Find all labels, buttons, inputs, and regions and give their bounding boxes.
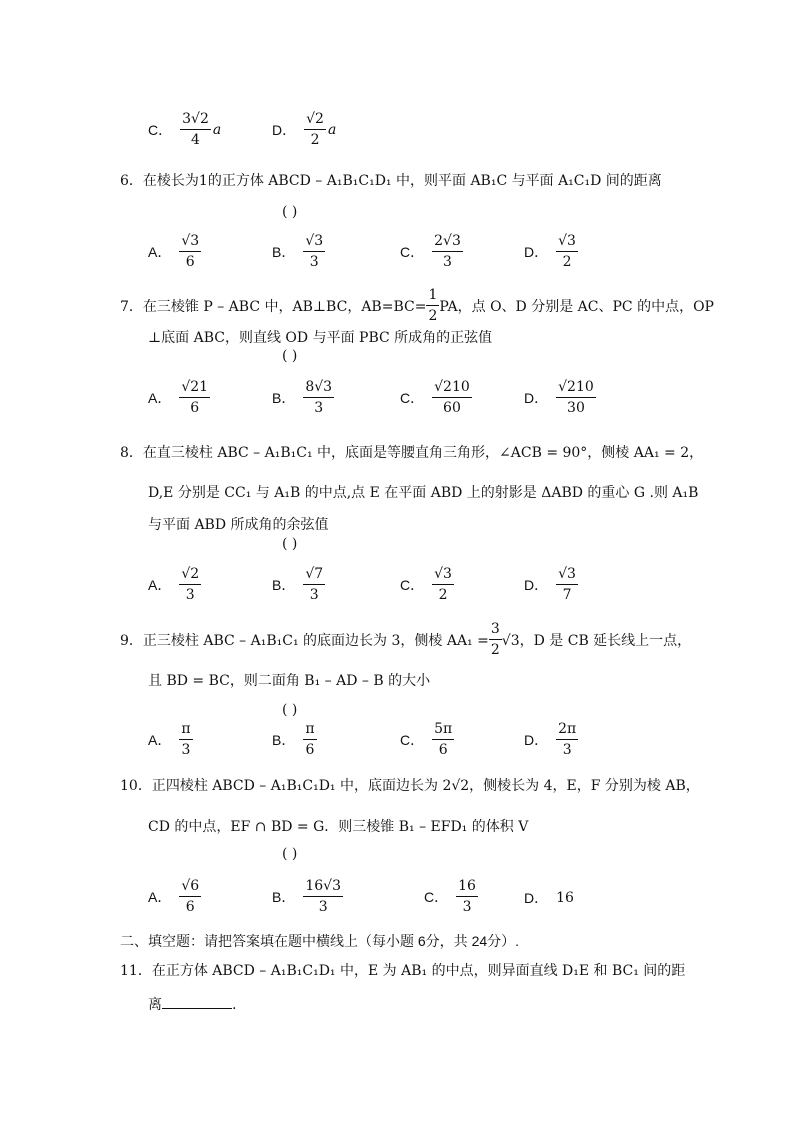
- q7-option-d: [524, 378, 596, 417]
- fraction-numerator: 3√2: [180, 110, 211, 130]
- fraction-denominator: 2: [562, 254, 572, 270]
- option-label: D．: [524, 243, 549, 260]
- q10-option-b: [272, 877, 343, 916]
- fraction-denominator: 3: [181, 742, 191, 758]
- option-label: D．: [524, 389, 549, 406]
- q8-option-c: [400, 565, 454, 604]
- fraction-numerator: π: [303, 720, 316, 740]
- fraction-numerator: 5π: [432, 720, 454, 740]
- fraction: [456, 877, 478, 916]
- fraction-numerator: √3: [432, 565, 454, 585]
- option-label: C．: [400, 731, 425, 748]
- q9-option-b: [272, 720, 317, 759]
- fraction-denominator: 6: [185, 899, 195, 915]
- q8-option-d: [524, 565, 578, 604]
- fraction: [426, 286, 439, 325]
- option-value: 16: [556, 890, 574, 906]
- fraction: [432, 232, 463, 271]
- fraction: [304, 110, 326, 149]
- fraction-numerator: 3: [489, 620, 502, 640]
- option-label: C．: [400, 576, 425, 593]
- fraction-denominator: 7: [562, 587, 572, 603]
- q8-stem-line3: 与平面 ABD 所成角的余弦值: [148, 517, 329, 533]
- fraction-denominator: 2: [490, 642, 500, 658]
- q10-stem-line1: 10．正四棱柱 ABCD – A₁B₁C₁D₁ 中，底面边长为 2√2，侧棱长为 4，E，F 分别为棱 AB，: [120, 778, 700, 794]
- fraction-denominator: 6: [438, 742, 448, 758]
- fraction: [303, 877, 343, 916]
- q5-option-d: [272, 110, 336, 149]
- fraction-numerator: √210: [432, 378, 472, 398]
- fraction: [179, 720, 192, 759]
- fraction-numerator: √210: [556, 378, 596, 398]
- fraction-numerator: √2: [179, 565, 201, 585]
- fraction-denominator: 3: [314, 400, 324, 416]
- q6-option-b: [272, 232, 325, 271]
- q7-option-c: [400, 378, 472, 417]
- option-label: A．: [148, 576, 172, 593]
- option-label: D．: [524, 576, 549, 593]
- q7-stem-part2: PA，点 O、D 分别是 AC、PC 的中点，OP: [439, 298, 714, 315]
- fraction-numerator: 8√3: [303, 378, 334, 398]
- fraction-denominator: 4: [191, 132, 200, 148]
- q9-option-a: [148, 720, 193, 759]
- q9-answer-paren: ( ): [282, 702, 298, 718]
- fraction: [303, 378, 334, 417]
- fraction-denominator: 3: [443, 254, 452, 270]
- q9-option-c: [400, 720, 454, 759]
- fraction-numerator: 16√3: [303, 877, 343, 897]
- option-label: A．: [148, 389, 172, 406]
- option-label: B．: [272, 576, 296, 593]
- option-label: B．: [272, 888, 296, 905]
- q6-stem: 6．在棱长为1的正方体 ABCD – A₁B₁C₁D₁ 中，则平面 AB₁C 与平面 A₁C₁D 间的距离: [120, 173, 662, 189]
- fraction-numerator: 2π: [556, 720, 578, 740]
- fraction-numerator: √7: [303, 565, 325, 585]
- q11-stem-line2: [148, 994, 236, 1014]
- answer-blank[interactable]: [162, 994, 232, 1009]
- fraction-numerator: 16: [456, 877, 478, 897]
- fraction-numerator: 1: [426, 286, 439, 306]
- option-label: D．: [524, 890, 549, 906]
- section-heading: 二、填空题：请把答案填在题中横线上（每小题 6分，共 24分）.: [120, 933, 520, 949]
- option-variable: a: [212, 121, 222, 138]
- fraction-denominator: 3: [462, 899, 472, 915]
- fraction: [432, 565, 454, 604]
- fraction-denominator: 3: [562, 742, 572, 758]
- fraction: [303, 232, 325, 271]
- fraction-denominator: 3: [309, 254, 319, 270]
- q9-stem-line2: 且 BD = BC，则二面角 B₁ – AD – B 的大小: [148, 673, 431, 689]
- fraction-numerator: √3: [303, 232, 325, 252]
- q8-stem-line2: D,E 分别是 CC₁ 与 A₁B 的中点,点 E 在平面 ABD 上的射影是 ΔABD 的重心 G .则 A₁B: [148, 485, 699, 501]
- q6-answer-paren: ( ): [282, 204, 298, 220]
- q7-stem-part1: 7．在三棱锥 P – ABC 中，AB⊥BC，AB=BC=: [120, 298, 427, 315]
- option-label: A．: [148, 888, 172, 905]
- option-label: C．: [424, 888, 449, 905]
- q7-option-a: [148, 378, 210, 417]
- fraction-denominator: 3: [185, 587, 195, 603]
- q6-option-d: [524, 232, 578, 271]
- fraction: [303, 720, 316, 759]
- q9-option-d: [524, 720, 578, 759]
- q10-option-d: [524, 888, 574, 908]
- option-label: D．: [272, 121, 297, 138]
- fraction: [179, 232, 201, 271]
- fraction-numerator: √3: [556, 232, 578, 252]
- q7-option-b: [272, 378, 334, 417]
- fraction: [556, 232, 578, 271]
- q8-stem-line1: 8．在直三棱柱 ABC – A₁B₁C₁ 中，底面是等腰直角三角形，∠ACB = 90°，侧棱 AA₁ = 2，: [120, 445, 704, 461]
- q8-answer-paren: ( ): [282, 536, 298, 552]
- fraction-denominator: 6: [305, 742, 315, 758]
- fraction: [432, 720, 454, 759]
- fraction-numerator: 2√3: [432, 232, 463, 252]
- option-label: C．: [400, 243, 425, 260]
- fraction: [489, 620, 502, 659]
- option-label: B．: [272, 389, 296, 406]
- fraction-denominator: 30: [567, 400, 585, 416]
- fraction: [179, 565, 201, 604]
- fraction-numerator: √6: [179, 877, 201, 897]
- fraction-denominator: 3: [309, 587, 319, 603]
- fraction: [180, 110, 211, 149]
- option-label: C．: [400, 389, 425, 406]
- option-label: B．: [272, 731, 296, 748]
- fraction-denominator: 60: [443, 400, 461, 416]
- q6-option-c: [400, 232, 463, 271]
- fraction: [303, 565, 325, 604]
- fraction-numerator: √21: [179, 378, 210, 398]
- q9-stem-part1: 9．正三棱柱 ABC – A₁B₁C₁ 的底面边长为 3，侧棱 AA₁ =: [120, 632, 489, 649]
- q7-answer-paren: ( ): [282, 348, 298, 364]
- option-variable: a: [327, 121, 337, 138]
- q6-option-a: [148, 232, 201, 271]
- q11-period: .: [232, 997, 237, 1013]
- q8-option-a: [148, 565, 201, 604]
- fraction-numerator: π: [179, 720, 192, 740]
- option-label: C．: [148, 121, 173, 138]
- option-label: A．: [148, 731, 172, 748]
- fraction-denominator: 2: [438, 587, 448, 603]
- option-label: D．: [524, 731, 549, 748]
- q8-option-b: [272, 565, 325, 604]
- option-label: A．: [148, 243, 172, 260]
- q7-stem-line2: ⊥底面 ABC，则直线 OD 与平面 PBC 所成角的正弦值: [148, 330, 493, 346]
- fraction-denominator: 6: [185, 254, 195, 270]
- q10-answer-paren: ( ): [282, 846, 298, 862]
- q9-stem-part2: √3，D 是 CB 延长线上一点，: [501, 632, 692, 649]
- fraction-numerator: √3: [556, 565, 578, 585]
- fraction: [179, 877, 201, 916]
- q10-stem-line2: CD 的中点，EF ∩ BD = G．则三棱锥 B₁ – EFD₁ 的体积 V: [148, 819, 529, 835]
- q7-stem-line1: [120, 286, 714, 325]
- fraction-denominator: 6: [190, 400, 200, 416]
- fraction: [556, 565, 578, 604]
- option-label: B．: [272, 243, 296, 260]
- fraction-denominator: 2: [310, 132, 320, 148]
- fraction: [556, 378, 596, 417]
- fraction-numerator: √2: [304, 110, 326, 130]
- fraction: [556, 720, 578, 759]
- fraction-numerator: √3: [179, 232, 201, 252]
- fraction-denominator: 2: [428, 308, 438, 324]
- q11-text: 离: [148, 997, 162, 1013]
- fraction: [432, 378, 472, 417]
- fraction: [179, 378, 210, 417]
- q5-option-c: [148, 110, 221, 149]
- fraction-denominator: 3: [318, 899, 328, 915]
- q11-stem-line1: 11．在正方体 ABCD – A₁B₁C₁D₁ 中，E 为 AB₁ 的中点，则异面直线 D₁E 和 BC₁ 间的距: [120, 963, 686, 979]
- q10-option-c: [424, 877, 478, 916]
- q10-option-a: [148, 877, 201, 916]
- q9-stem-line1: [120, 620, 691, 659]
